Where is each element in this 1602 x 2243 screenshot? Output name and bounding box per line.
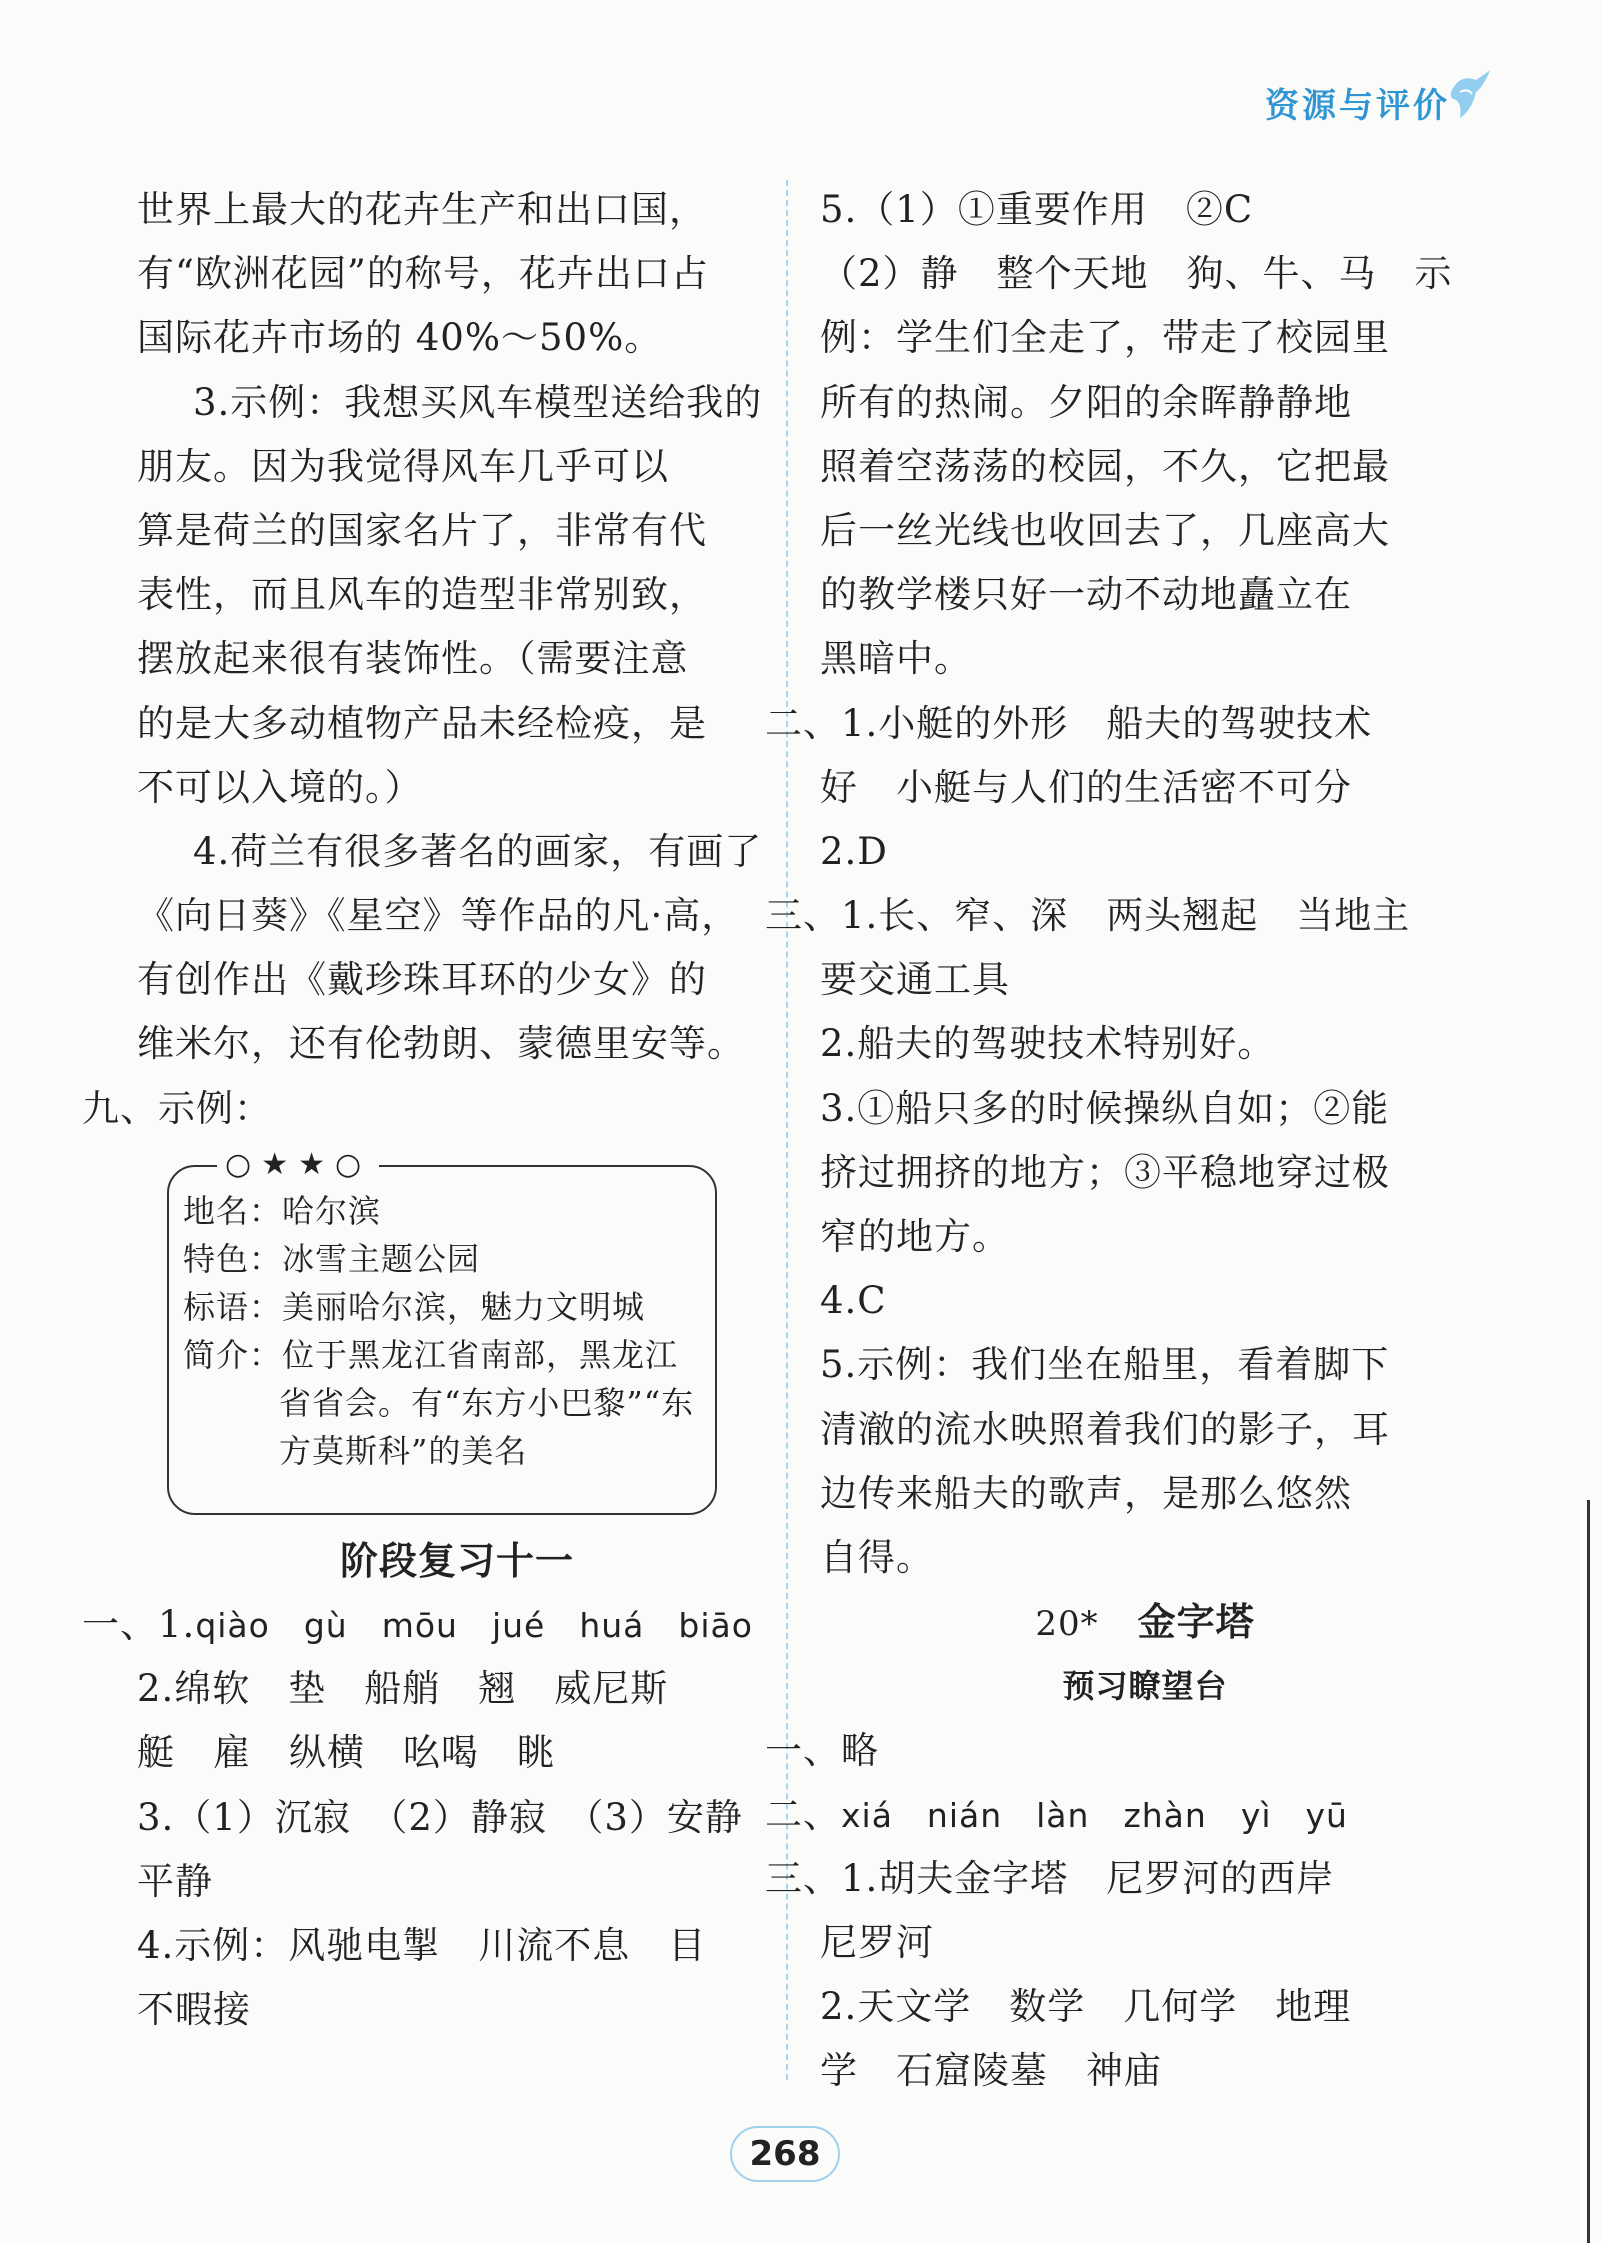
answer-line: 平静 bbox=[137, 1859, 213, 1903]
answer-line: 九、示例： bbox=[82, 1086, 272, 1130]
city-card bbox=[167, 1146, 737, 1523]
city-name-line: 地名：哈尔滨 bbox=[183, 1191, 382, 1230]
answer-line: 4.C bbox=[820, 1279, 887, 1323]
answer-line: 朋友。因为我觉得风车几乎可以 bbox=[137, 444, 669, 488]
answer-line: 挤过拥挤的地方；③平稳地穿过极 bbox=[820, 1150, 1390, 1194]
pinyin-answer-line bbox=[765, 1783, 1470, 1847]
city-card-border bbox=[167, 1165, 717, 1515]
answer-line: 《向日葵》《星空》等作品的凡·高， bbox=[137, 894, 740, 938]
answer-line: 后一丝光线也收回去了，几座高大 bbox=[820, 508, 1390, 552]
answer-line: 好 小艇与人们的生活密不可分 bbox=[820, 765, 1352, 809]
answer-line: 三、1.长、窄、深 两头翘起 当地主 bbox=[765, 894, 1411, 938]
pinyin-text: xiá nián làn zhàn yì yū bbox=[841, 1795, 1348, 1835]
answer-line: 2.船夫的驾驶技术特别好。 bbox=[820, 1022, 1276, 1066]
left-text-block bbox=[82, 178, 777, 1141]
answer-line: 5.示例：我们坐在船里，看着脚下 bbox=[820, 1343, 1390, 1387]
lesson-subtitle: 预习瞭望台 bbox=[1062, 1667, 1228, 1706]
page-number: 268 bbox=[730, 2126, 840, 2182]
lesson-name: 金字塔 bbox=[1137, 1600, 1255, 1645]
answer-line: 表性，而且风车的造型非常别致， bbox=[137, 573, 707, 617]
question-prefix: 二、 bbox=[765, 1792, 841, 1836]
lesson-number: 20* bbox=[1035, 1604, 1099, 1645]
right-text-block bbox=[765, 1719, 1470, 1783]
answer-line: 自得。 bbox=[820, 1535, 934, 1579]
answer-line: 黑暗中。 bbox=[820, 637, 972, 681]
answer-line: 有创作出《戴珍珠耳环的少女》的 bbox=[137, 958, 707, 1002]
answer-line: 的是大多动植物产品未经检疫，是 bbox=[137, 701, 707, 745]
answer-line: （2）静 整个天地 狗、牛、马 示 bbox=[820, 252, 1453, 296]
answer-line: 所有的热闹。夕阳的余晖静静地 bbox=[820, 380, 1352, 424]
header-title: 资源与评价 bbox=[1265, 86, 1450, 126]
answer-line: 3.（1）沉寂 （2）静寂 （3）安静 bbox=[137, 1795, 743, 1839]
city-intro-line: 简介：位于黑龙江省南部，黑龙江 bbox=[183, 1335, 679, 1374]
answer-line: 窄的地方。 bbox=[820, 1215, 1010, 1258]
brush-decoration-icon bbox=[1446, 70, 1490, 122]
answer-line: 艇 雇 纵横 吆喝 眺 bbox=[137, 1731, 555, 1775]
answer-line: 例：学生们全走了，带走了校园里 bbox=[820, 316, 1390, 360]
lesson-title bbox=[820, 1590, 1470, 1654]
answer-line: 要交通工具 bbox=[820, 958, 1010, 1002]
answer-line: 国际花卉市场的 40%～50%。 bbox=[137, 316, 663, 360]
left-text-block bbox=[137, 1657, 777, 2042]
answer-line: 2.绵软 垫 船艄 翘 威尼斯 bbox=[137, 1667, 669, 1711]
answer-line: 二、1.小艇的外形 船夫的驾驶技术 bbox=[765, 701, 1373, 745]
answer-line: 摆放起来很有装饰性。（需要注意 bbox=[137, 637, 689, 681]
answer-line: 3.示例：我想买风车模型送给我的 bbox=[193, 380, 763, 424]
answer-line: 2.天文学 数学 几何学 地理 bbox=[820, 1985, 1352, 2029]
answer-line: 的教学楼只好一动不动地矗立在 bbox=[820, 573, 1352, 617]
answer-line: 3.①船只多的时候操纵自如；②能 bbox=[820, 1086, 1390, 1130]
answer-line: 不暇接 bbox=[137, 1988, 251, 2032]
answer-line: 不可以入境的。） bbox=[137, 765, 423, 809]
answer-line: 照着空荡荡的校园，不久，它把最 bbox=[820, 444, 1390, 488]
right-column bbox=[765, 178, 1470, 2104]
answer-line: 尼罗河 bbox=[820, 1921, 934, 1965]
answer-line: 学 石窟陵墓 神庙 bbox=[820, 2049, 1162, 2093]
left-column bbox=[82, 178, 777, 2042]
answer-line: 4.荷兰有很多著名的画家，有画了 bbox=[193, 829, 763, 873]
city-intro-line: 省省会。有“东方小巴黎”“东 bbox=[279, 1383, 695, 1422]
city-feature-line: 特色：冰雪主题公园 bbox=[183, 1239, 481, 1278]
answer-line: 维米尔，还有伦勃朗、蒙德里安等。 bbox=[137, 1022, 745, 1066]
answer-line: 4.示例：风驰电掣 川流不息 目 bbox=[137, 1923, 707, 1967]
question-prefix: 一、1. bbox=[82, 1603, 196, 1646]
answer-line: 2.D bbox=[820, 829, 888, 873]
answer-line: 算是荷兰的国家名片了，非常有代 bbox=[137, 508, 707, 552]
city-slogan-line: 标语：美丽哈尔滨，魅力文明城 bbox=[183, 1287, 646, 1326]
answer-line: 清澈的流水映照着我们的影子，耳 bbox=[820, 1407, 1390, 1451]
section-title: 阶段复习十一 bbox=[339, 1538, 574, 1583]
answer-line: 世界上最大的花卉生产和出口国， bbox=[137, 188, 707, 231]
answer-line: 一、略 bbox=[765, 1728, 879, 1772]
answer-line: 有“欧洲花园”的称号，花卉出口占 bbox=[137, 252, 709, 296]
answer-line: 边传来船夫的歌声，是那么悠然 bbox=[820, 1471, 1352, 1515]
answer-line: 5.（1）①重要作用 ②C bbox=[820, 188, 1254, 231]
right-text-block bbox=[765, 178, 1470, 1590]
pinyin-text: qiào gù mōu jué huá biāo bbox=[195, 1606, 753, 1645]
answer-line: 三、1.胡夫金字塔 尼罗河的西岸 bbox=[765, 1856, 1335, 1900]
star-rating-icon: ○★★○ bbox=[217, 1147, 379, 1183]
city-intro-line: 方莫斯科”的美名 bbox=[279, 1431, 528, 1470]
right-text-block bbox=[765, 1847, 1470, 2104]
pinyin-answer-line bbox=[82, 1593, 777, 1657]
scan-edge-line bbox=[1587, 1500, 1590, 2243]
